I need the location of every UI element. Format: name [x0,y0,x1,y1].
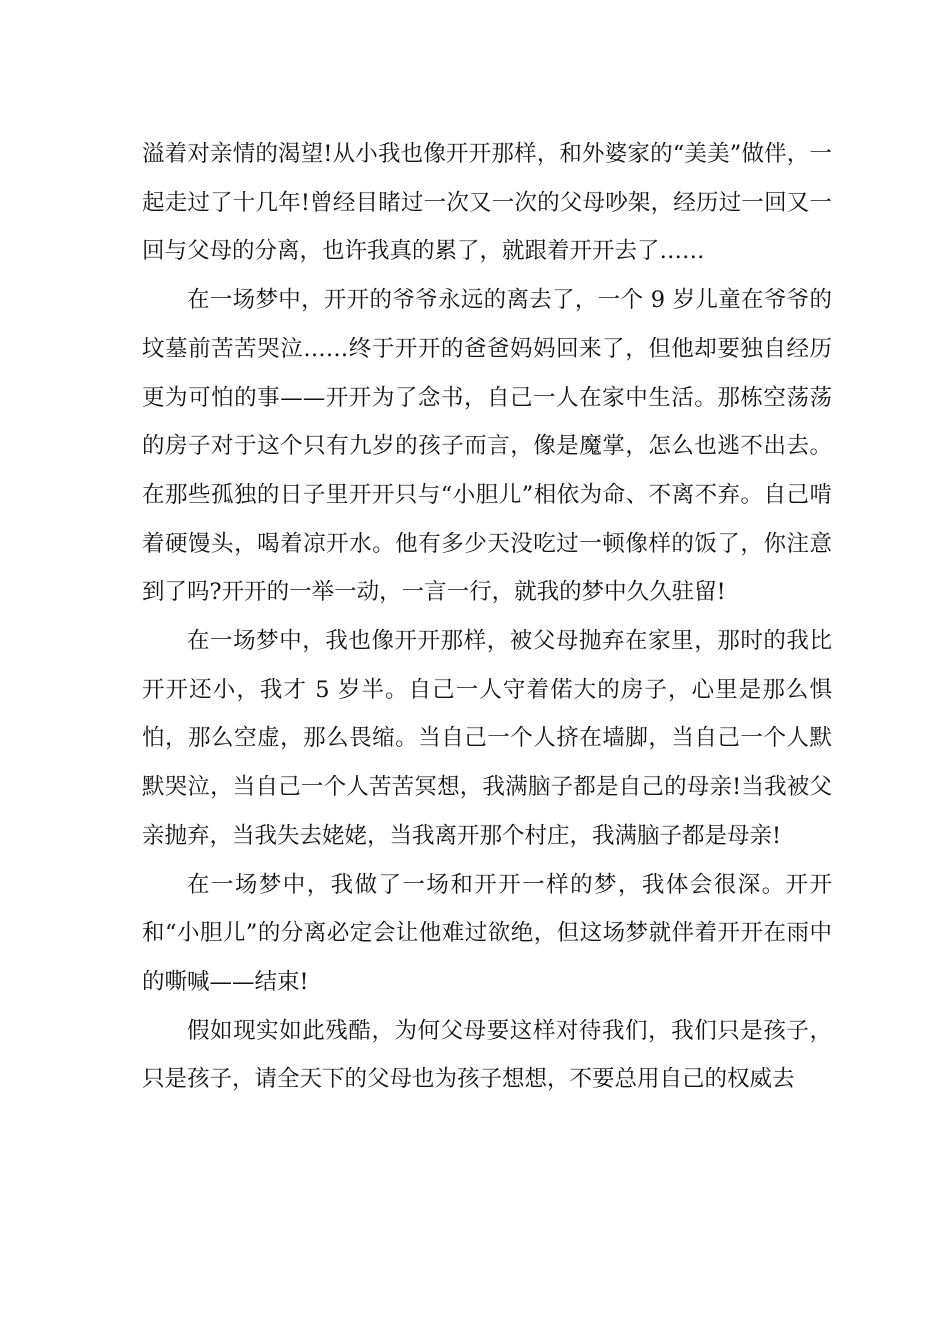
document-body [142,130,832,1104]
paragraph-3: 在一场梦中，我也像开开那样，被父母抛弃在家里，那时的我比开开还小，我才 5 岁半。自己一人守着偌大的房子，心里是那么惧怕，那么空虚，那么畏缩。当自己一个人挤在墙脚，当自己一个人默默哭泣，当自己一个人苦苦冥想，我满脑子都是自己的母亲!当我被父亲抛弃，当我失去姥姥，当我离开那个村庄，我满脑子都是母亲! [142,628,832,849]
paragraph-4: 在一场梦中，我做了一场和开开一样的梦，我体会很深。开开和“小胆儿”的分离必定会让他难过欲绝，但这场梦就伴着开开在雨中的嘶喊——结束! [142,871,832,995]
paragraph-1: 溢着对亲情的渴望!从小我也像开开那样，和外婆家的“美美”做伴，一起走过了十几年!曾经目睹过一次又一次的父母吵架，经历过一回又一回与父母的分离，也许我真的累了，就跟着开开去了…… [142,141,832,265]
paragraph-2: 在一场梦中，开开的爷爷永远的离去了，一个 9 岁儿童在爷爷的坟墓前苦苦哭泣……终于开开的爸爸妈妈回来了，但他却要独自经历更为可怕的事——开开为了念书，自己一人在家中生活。那栋空荡荡的房子对于这个只有九岁的孩子而言，像是魔掌，怎么也逃不出去。在那些孤独的日子里开开只与“小胆儿”相依为命、不离不弃。自己啃着硬馒头，喝着凉开水。他有多少天没吃过一顿像样的饭了，你注意到了吗?开开的一举一动，一言一行，就我的梦中久久驻留! [142,287,832,606]
paragraph-5: 假如现实如此残酷，为何父母要这样对待我们，我们只是孩子，只是孩子，请全天下的父母也为孩子想想，不要总用自己的权威去 [142,1017,832,1093]
